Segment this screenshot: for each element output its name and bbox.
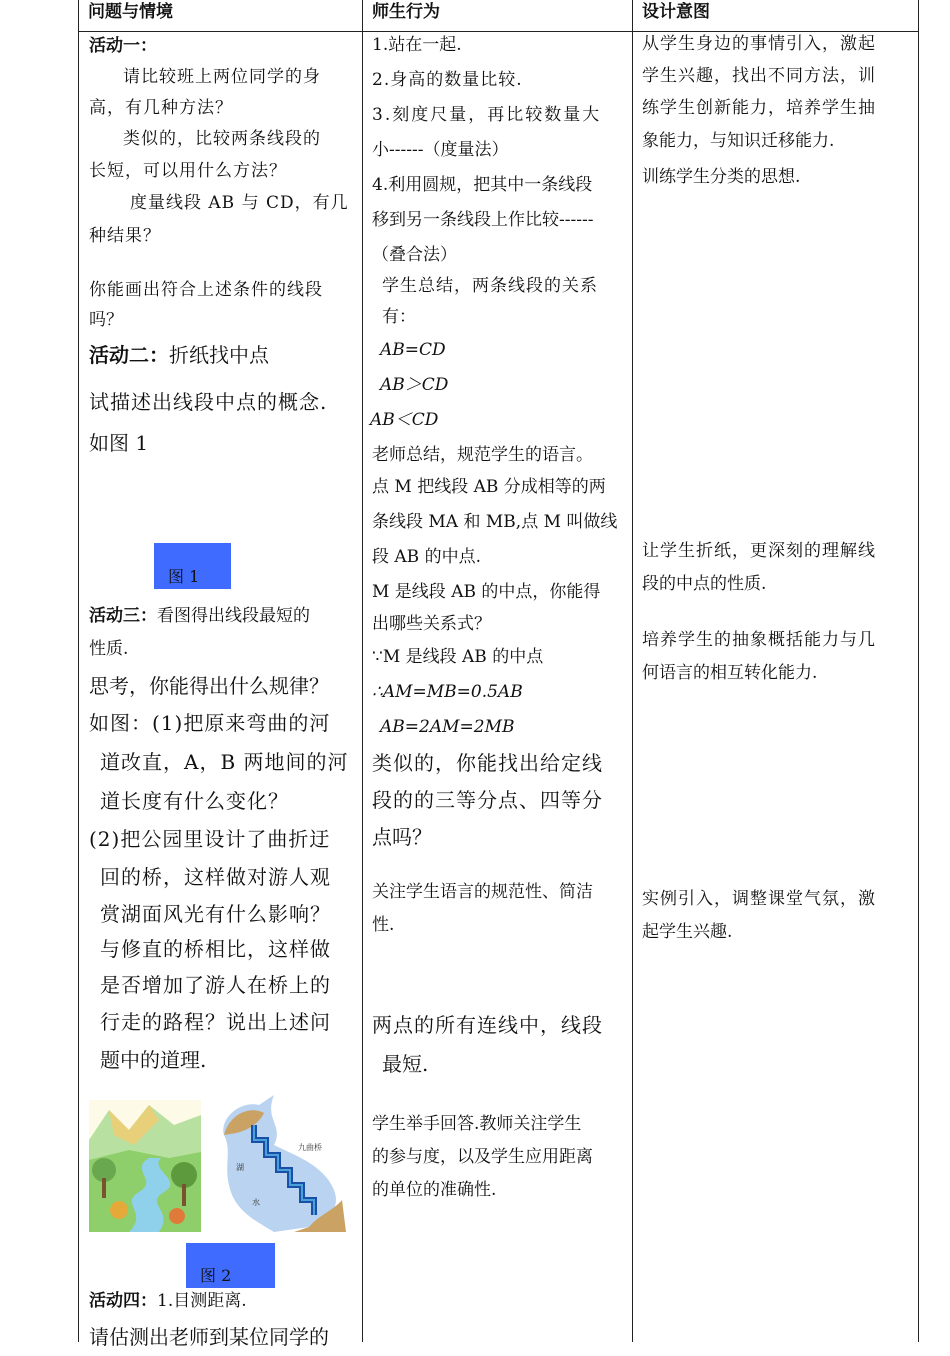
activity-2-subtitle: 折纸找中点 bbox=[169, 343, 269, 367]
text-line: 实例引入，调整课堂气氛，激 bbox=[642, 889, 876, 909]
activity-4-subtitle: 1.目测距离. bbox=[157, 1291, 247, 1311]
river-landscape-illustration bbox=[89, 1100, 201, 1232]
activity-3-subtitle: 看图得出线段最短的 bbox=[157, 606, 310, 626]
bridge-label: 九曲桥 bbox=[298, 1143, 322, 1152]
activity-4-heading bbox=[89, 1285, 247, 1318]
activity-4-title: 活动四： bbox=[89, 1291, 157, 1311]
text-line: 类似的，比较两条线段的 bbox=[123, 129, 321, 149]
header-teacher-student-behavior: 师生行为 bbox=[372, 2, 440, 22]
text-line: 3.刻度尺量，再比较数量大 bbox=[372, 105, 602, 125]
text-line: 训练学生分类的思想. bbox=[642, 167, 801, 187]
text-line: （叠合法） bbox=[372, 245, 457, 265]
formula-line: AB=2AM=2MB bbox=[380, 717, 515, 737]
text-line: 与修直的桥相比，这样做 bbox=[100, 937, 331, 961]
text-line: 思考，你能得出什么规律？ bbox=[89, 674, 329, 698]
text-line: 学生兴趣，找出不同方法，训 bbox=[642, 66, 876, 86]
text-line: 性. bbox=[372, 915, 395, 935]
text-line: 请估测出老师到某位同学的 bbox=[89, 1325, 329, 1349]
text-line: 4.利用圆规，把其中一条线段 bbox=[372, 175, 593, 195]
text-line: 长短，可以用什么方法？ bbox=[89, 161, 287, 181]
text-line: 移到另一条线段上作比较------ bbox=[372, 210, 594, 230]
text-line: 1.站在一起. bbox=[372, 35, 462, 55]
text-line: 的参与度，以及学生应用距离 bbox=[372, 1147, 593, 1167]
text-line: 题中的道理. bbox=[100, 1048, 207, 1072]
text-line: 两点的所有连线中，线段 bbox=[372, 1013, 603, 1037]
activity-2-heading bbox=[89, 336, 269, 374]
header-design-intent: 设计意图 bbox=[642, 2, 710, 22]
text-line: 象能力，与知识迁移能力. bbox=[642, 131, 835, 151]
text-line: 学生总结，两条线段的关系 bbox=[382, 276, 598, 296]
text-line: 条线段 MA 和 MB,点 M 叫做线 bbox=[372, 512, 618, 532]
text-line: 试描述出线段中点的概念. bbox=[89, 390, 328, 414]
text-line: 最短. bbox=[382, 1052, 429, 1076]
table-border-left bbox=[78, 0, 79, 1342]
figure-2-placeholder bbox=[186, 1243, 275, 1288]
text-line: 段 AB 的中点. bbox=[372, 547, 481, 567]
activity-2-title: 活动二： bbox=[89, 343, 169, 367]
text-line: 吗？ bbox=[89, 310, 123, 330]
text-line: 老师总结，规范学生的语言。 bbox=[372, 445, 593, 465]
text-line: 度量线段 AB 与 CD，有几 bbox=[130, 193, 349, 213]
lake-label-2: 水 bbox=[252, 1198, 260, 1207]
text-line: 性质. bbox=[89, 639, 129, 659]
text-line: 何语言的相互转化能力. bbox=[642, 663, 818, 683]
figure-1-placeholder bbox=[154, 543, 231, 589]
relation-equal: AB=CD bbox=[380, 340, 446, 360]
text-line: 练学生创新能力，培养学生抽 bbox=[642, 98, 876, 118]
text-line: 出哪些关系式？ bbox=[372, 614, 491, 634]
text-line: 你能画出符合上述条件的线段 bbox=[89, 280, 323, 300]
text-line: 培养学生的抽象概括能力与几 bbox=[642, 630, 876, 650]
text-line: 起学生兴趣. bbox=[642, 922, 733, 942]
text-line: 段的中点的性质. bbox=[642, 574, 767, 594]
text-line: ∵M 是线段 AB 的中点 bbox=[372, 647, 544, 667]
text-line: 种结果？ bbox=[89, 226, 161, 246]
text-line: 回的桥，这样做对游人观 bbox=[100, 865, 331, 889]
activity-3-heading bbox=[89, 600, 310, 633]
text-line: 有： bbox=[382, 307, 416, 327]
text-line: 高，有几种方法？ bbox=[89, 98, 233, 118]
text-line: 点 M 把线段 AB 分成相等的两 bbox=[372, 477, 606, 497]
activity-3-title: 活动三： bbox=[89, 606, 157, 626]
text-line: 点吗？ bbox=[372, 825, 432, 849]
text-line: 行走的路程？说出上述问 bbox=[100, 1010, 331, 1034]
text-line: 段的的三等分点、四等分 bbox=[372, 788, 603, 812]
table-border-col2 bbox=[362, 0, 363, 1342]
text-line: 小------（度量法） bbox=[372, 140, 509, 160]
text-line: 赏湖面风光有什么影响？ bbox=[100, 902, 331, 926]
figure-1-caption: 图 1 bbox=[168, 567, 200, 586]
lake-label-1: 湖 bbox=[236, 1163, 244, 1172]
text-line: 从学生身边的事情引入，激起 bbox=[642, 34, 876, 54]
text-line: M 是线段 AB 的中点，你能得 bbox=[372, 582, 601, 602]
header-problem-situation: 问题与情境 bbox=[88, 2, 173, 22]
figure-2-caption: 图 2 bbox=[200, 1266, 232, 1285]
relation-less: AB＜CD bbox=[370, 410, 439, 430]
relation-greater: AB＞CD bbox=[380, 375, 449, 395]
text-line: 让学生折纸，更深刻的理解线 bbox=[642, 541, 876, 561]
text-line: 的单位的准确性. bbox=[372, 1180, 497, 1200]
table-border-right bbox=[918, 0, 919, 1342]
text-line: 道长度有什么变化？ bbox=[100, 789, 289, 813]
text-line: 关注学生语言的规范性、简洁 bbox=[372, 882, 593, 902]
text-line: 2.身高的数量比较. bbox=[372, 70, 523, 90]
text-line: 学生举手回答.教师关注学生 bbox=[372, 1114, 582, 1134]
table-border-col3 bbox=[632, 0, 633, 1342]
text-line: 如图 1 bbox=[89, 431, 149, 455]
text-line: 是否增加了游人在桥上的 bbox=[100, 973, 331, 997]
text-line: (2)把公园里设计了曲折迂 bbox=[89, 827, 331, 851]
text-line: 如图：(1)把原来弯曲的河 bbox=[89, 711, 331, 735]
zigzag-bridge-illustration bbox=[214, 1095, 346, 1232]
text-line: 道改直，A，B 两地间的河 bbox=[100, 750, 349, 774]
activity-1-title: 活动一： bbox=[89, 36, 157, 56]
text-line: 请比较班上两位同学的身 bbox=[123, 67, 321, 87]
formula-line: ∴AM=MB=0.5AB bbox=[372, 682, 523, 702]
text-line: 类似的，你能找出给定线 bbox=[372, 751, 603, 775]
